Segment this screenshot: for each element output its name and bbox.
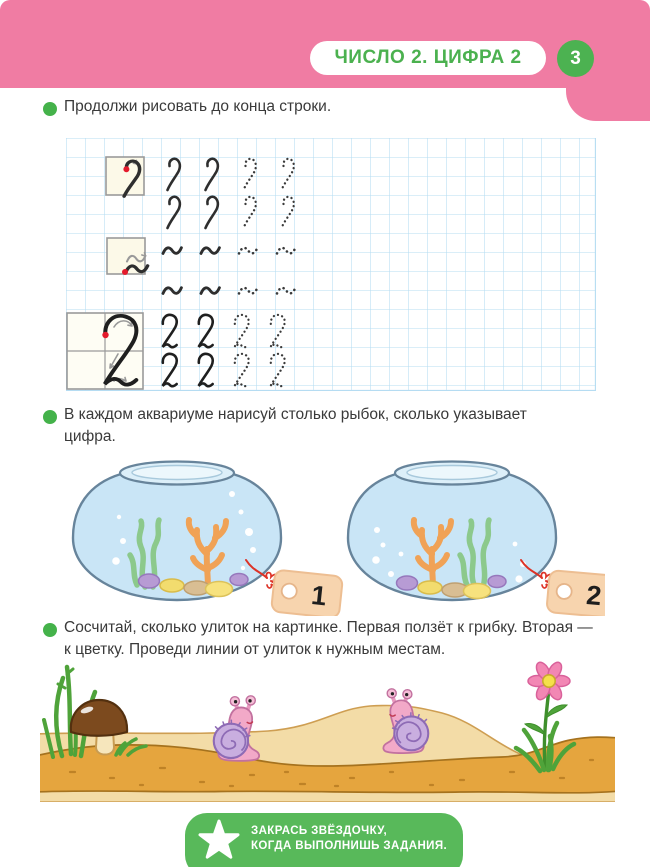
number-tag-1 (271, 570, 343, 616)
completion-banner (185, 813, 463, 867)
page-number: 3 (570, 47, 581, 69)
sample-box-hook (106, 157, 144, 196)
star-icon (195, 817, 243, 865)
lesson-title: ЧИСЛО 2. ЦИФРА 2 (334, 47, 522, 68)
aquariums-illustration (45, 448, 605, 616)
handwriting-grid (66, 138, 596, 391)
completion-line1: ЗАКРАСЬ ЗВЁЗДОЧКУ, (251, 825, 388, 837)
task2-line1: В каждом аквариуме нарисуй столько рыбок, сколько указывает (64, 406, 527, 423)
start-dot (122, 269, 128, 275)
task3-bullet-icon (43, 623, 57, 637)
fishbowl-1 (73, 462, 343, 617)
snail-scene-illustration (40, 660, 615, 802)
tag-number: 1 (309, 580, 328, 612)
task2-instruction (64, 404, 630, 448)
number-tag-2 (546, 570, 605, 616)
completion-line2: КОГДА ВЫПОЛНИШЬ ЗАДАНИЯ. (251, 840, 448, 852)
task2-line2: цифра. (64, 428, 116, 445)
task1-bullet-icon (43, 102, 57, 116)
completion-text (251, 824, 447, 854)
snail-1 (214, 696, 259, 761)
flower-center (543, 675, 555, 687)
page-number-badge (557, 40, 594, 77)
sample-box-digit-2 (67, 313, 143, 389)
start-dot (102, 332, 108, 338)
tag-number: 2 (585, 579, 603, 612)
fishbowl-2 (348, 462, 605, 617)
sample-box-wave (107, 238, 148, 275)
task1-line: Продолжи рисовать до конца строки. (64, 98, 332, 115)
task3-line1: Сосчитай, сколько улиток на картинке. Первая ползёт к грибку. Вторая — (64, 619, 593, 636)
task3-instruction (64, 617, 630, 661)
lesson-title-pill (310, 41, 546, 75)
task2-bullet-icon (43, 410, 57, 424)
start-dot (123, 166, 129, 172)
task3-line2: к цветку. Проведи линии от улиток к нужным местам. (64, 641, 446, 658)
task1-instruction (64, 96, 630, 118)
